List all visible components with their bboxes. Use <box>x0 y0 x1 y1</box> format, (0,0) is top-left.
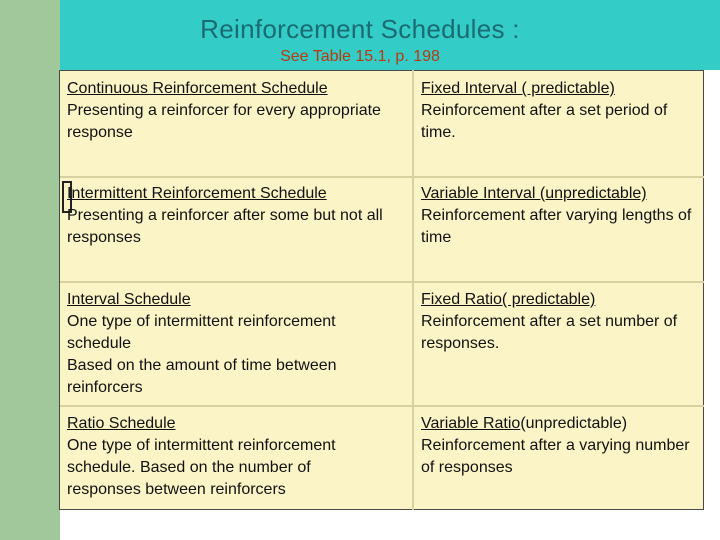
table-cell-continuous <box>67 78 407 144</box>
cell-text: Reinforcement after varying lengths of time <box>421 207 692 246</box>
cell-heading: Interval Schedule <box>67 291 191 308</box>
cell-heading: Continuous Reinforcement Schedule <box>67 80 328 97</box>
row-divider <box>60 405 704 407</box>
row-divider <box>60 281 704 283</box>
cell-text: Reinforcement after a set number of responses. <box>421 313 678 352</box>
table-cell-ratio <box>67 413 387 501</box>
slide-title: Reinforcement Schedules : <box>200 14 520 44</box>
cell-text: Reinforcement after a set period of time. <box>421 102 668 141</box>
cell-text: One type of intermittent reinforcement schedule <box>67 313 336 352</box>
cell-heading: Variable Interval (unpredictable) <box>421 185 647 202</box>
cell-heading-line <box>421 413 701 435</box>
left-accent-strip <box>0 0 60 540</box>
table-cell-interval <box>67 289 387 399</box>
cell-text: Presenting a reinforcer for every appropriate response <box>67 102 381 141</box>
cell-heading: Fixed Ratio( predictable) <box>421 291 596 308</box>
cell-heading: Intermittent Reinforcement Schedule <box>67 185 327 202</box>
table-cell-fixed-interval <box>421 78 701 144</box>
cell-text: Presenting a reinforcer after some but not all responses <box>67 207 383 246</box>
column-divider <box>412 70 414 510</box>
cell-heading: Variable Ratio <box>421 415 521 432</box>
cell-text: Based on the amount of time between reinforcers <box>67 357 337 396</box>
cell-text: One type of intermittent reinforcement schedule. Based on the number of responses between reinforcers <box>67 437 336 498</box>
table-cell-variable-ratio <box>421 413 701 479</box>
cell-text: Reinforcement after a varying number of responses <box>421 437 690 476</box>
row-divider <box>60 176 704 178</box>
slide-subtitle: See Table 15.1, p. 198 <box>280 48 440 65</box>
table-cell-fixed-ratio <box>421 289 701 355</box>
table-cell-intermittent <box>67 183 407 249</box>
cell-heading-suffix: (unpredictable) <box>520 415 628 432</box>
cell-heading: Ratio Schedule <box>67 415 176 432</box>
table-cell-variable-interval <box>421 183 701 249</box>
cell-heading: Fixed Interval ( predictable) <box>421 80 615 97</box>
